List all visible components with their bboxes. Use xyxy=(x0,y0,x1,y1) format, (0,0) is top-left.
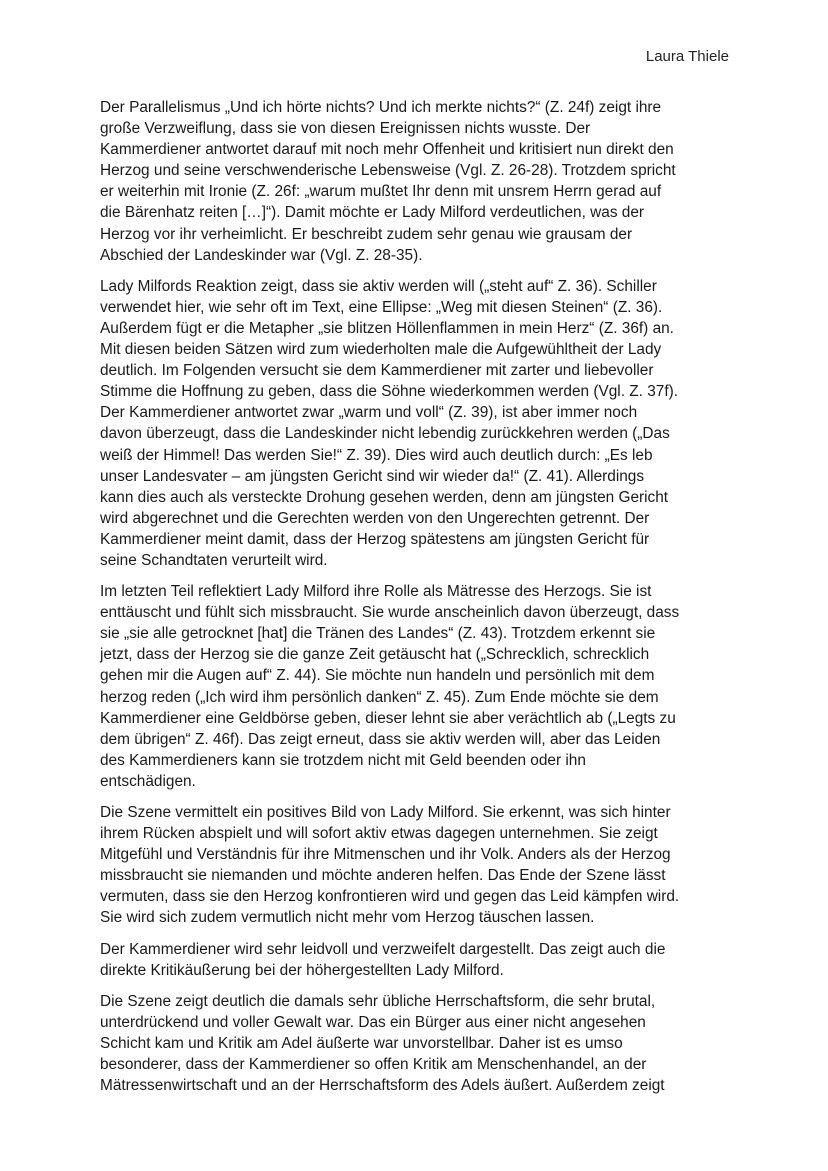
text-line: Schicht kam und Kritik am Adel äußerte war unvorstellbar. Daher ist es umso xyxy=(100,1034,623,1052)
text-line: ihrem Rücken abspielt und will sofort aktiv etwas dagegen unternehmen. Sie zeigt xyxy=(100,825,658,843)
text-line: wird abgerechnet und die Gerechten werden von den Ungerechten getrennt. Der xyxy=(100,509,650,527)
text-line: Der Kammerdiener antwortet zwar „warm und voll“ (Z. 39), ist aber immer noch xyxy=(100,404,638,422)
text-line: er weiterhin mit Ironie (Z. 26f: „warum mußtet Ihr denn mit unsrem Herrn gerad auf xyxy=(100,183,662,201)
text-line: enttäuscht und fühlt sich missbraucht. Sie wurde anscheinlich davon überzeugt, dass xyxy=(100,604,680,622)
text-line: herzog reden („Ich wird ihm persönlich danken“ Z. 45). Zum Ende möchte sie dem xyxy=(100,688,659,706)
text-line: jetzt, dass der Herzog sie die ganze Zeit getäuscht hat („Schrecklich, schrecklich xyxy=(100,646,650,664)
text-line: Abschied der Landeskinder war (Vgl. Z. 28-35). xyxy=(100,246,423,264)
text-line: Der Parallelismus „Und ich hörte nichts? Und ich merkte nichts?“ (Z. 24f) zeigt ihre xyxy=(100,99,662,116)
text-line: Sie wird sich zudem vermutlich nicht mehr vom Herzog täuschen lassen. xyxy=(100,909,595,927)
text-line: dem übrigen“ Z. 46f). Das zeigt erneut, dass sie aktiv werden will, aber das Leiden xyxy=(100,730,661,748)
text-line: Kammerdiener antwortet darauf mit noch mehr Offenheit und kritisiert nun direkt den xyxy=(100,141,674,159)
text-line: missbraucht sie niemanden und möchte anderen helfen. Das Ende der Szene lässt xyxy=(100,867,666,885)
author-name: Laura Thiele xyxy=(645,48,729,65)
paragraph xyxy=(100,991,732,1096)
text-line: weiß der Himmel! Das werden Sie!“ Z. 39). Dies wird auch deutlich durch: „Es leb xyxy=(100,446,653,464)
text-line: kann dies auch als versteckte Drohung gesehen werden, denn am jüngsten Gericht xyxy=(100,488,669,506)
text-line: Herzog und seine verschwenderische Lebensweise (Vgl. Z. 26-28). Trotzdem spricht xyxy=(100,162,676,180)
text-line: unser Landesvater – am jüngsten Gericht sind wir wieder da!“ (Z. 41). Allerdings xyxy=(100,467,645,485)
text-line: gehen mir die Augen auf“ Z. 44). Sie möchte nun handeln und persönlich mit dem xyxy=(100,667,655,685)
text-line: die Bärenhatz reiten […]“). Damit möchte er Lady Milford verdeutlichen, was der xyxy=(100,204,645,222)
text-line: Der Kammerdiener wird sehr leidvoll und verzweifelt dargestellt. Das zeigt auch die xyxy=(100,940,666,958)
text-line: sie „sie alle getrocknet [hat] die Tränen des Landes“ (Z. 43). Trotzdem erkennt sie xyxy=(100,625,656,643)
text-line: des Kammerdieners kann sie trotzdem nicht mit Geld beenden oder ihn xyxy=(100,751,586,769)
text-line: direkte Kritikäußerung bei der höhergestellten Lady Milford. xyxy=(100,961,504,979)
text-line: Mätressenwirtschaft und an der Herrschaftsform des Adels äußert. Außerdem zeigt xyxy=(100,1077,665,1095)
text-line: Die Szene zeigt deutlich die damals sehr übliche Herrschaftsform, die sehr brutal, xyxy=(100,992,656,1010)
paragraph xyxy=(100,939,732,981)
text-line: deutlich. Im Folgenden versucht sie dem Kammerdiener mit zarter und liebevoller xyxy=(100,362,654,380)
text-line: vermuten, dass sie den Herzog konfrontieren wird und gegen das Leid kämpfen wird. xyxy=(100,888,680,906)
text-line: Im letzten Teil reflektiert Lady Milford ihre Rolle als Mätresse des Herzogs. Sie ist xyxy=(100,583,652,601)
text-line: Die Szene vermittelt ein positives Bild von Lady Milford. Sie erkennt, was sich hinter xyxy=(100,804,671,821)
paragraph xyxy=(100,581,732,792)
text-line: davon überzeugt, dass die Landeskinder nicht lebendig zurückkehren werden („Das xyxy=(100,425,670,443)
text-line: unterdrückend und voller Gewalt war. Das ein Bürger aus einer nicht angesehen xyxy=(100,1013,646,1031)
text-line: entschädigen. xyxy=(100,772,196,790)
paragraph xyxy=(100,97,732,266)
text-line: Lady Milfords Reaktion zeigt, dass sie aktiv werden will („steht auf“ Z. 36). Schiller xyxy=(100,277,657,295)
text-line: Kammerdiener eine Geldbörse geben, dieser lehnt sie aber verächtlich ab („Legts zu xyxy=(100,709,676,727)
text-line: besonderer, dass der Kammerdiener so offen Kritik am Menschenhandel, an der xyxy=(100,1056,647,1074)
text-line: große Verzweiflung, dass sie von diesen Ereignissen nichts wusste. Der xyxy=(100,120,591,138)
text-line: Mit diesen beiden Sätzen wird zum wiederholten male die Aufgewühltheit der Lady xyxy=(100,341,662,359)
text-line: seine Schandtaten verurteilt wird. xyxy=(100,551,328,569)
paragraph xyxy=(100,802,732,929)
text-line: Kammerdiener meint damit, dass der Herzog spätestens am jüngsten Gericht für xyxy=(100,530,650,548)
document-body xyxy=(100,97,732,1106)
text-line: Herzog vor ihr verheimlicht. Er beschreibt zudem sehr genau wie grausam der xyxy=(100,225,633,243)
paragraph xyxy=(100,276,732,571)
text-line: verwendet hier, wie sehr oft im Text, eine Ellipse: „Weg mit diesen Steinen“ (Z. 36). xyxy=(100,298,663,316)
text-line: Außerdem fügt er die Metapher „sie blitzen Höllenflammen in mein Herz“ (Z. 36f) an. xyxy=(100,319,674,337)
text-line: Mitgefühl und Verständnis für ihre Mitmenschen und ihr Volk. Anders als der Herzog xyxy=(100,846,671,864)
text-line: Stimme die Hoffnung zu geben, dass die Söhne wiederkommen werden (Vgl. Z. 37f). xyxy=(100,383,679,401)
